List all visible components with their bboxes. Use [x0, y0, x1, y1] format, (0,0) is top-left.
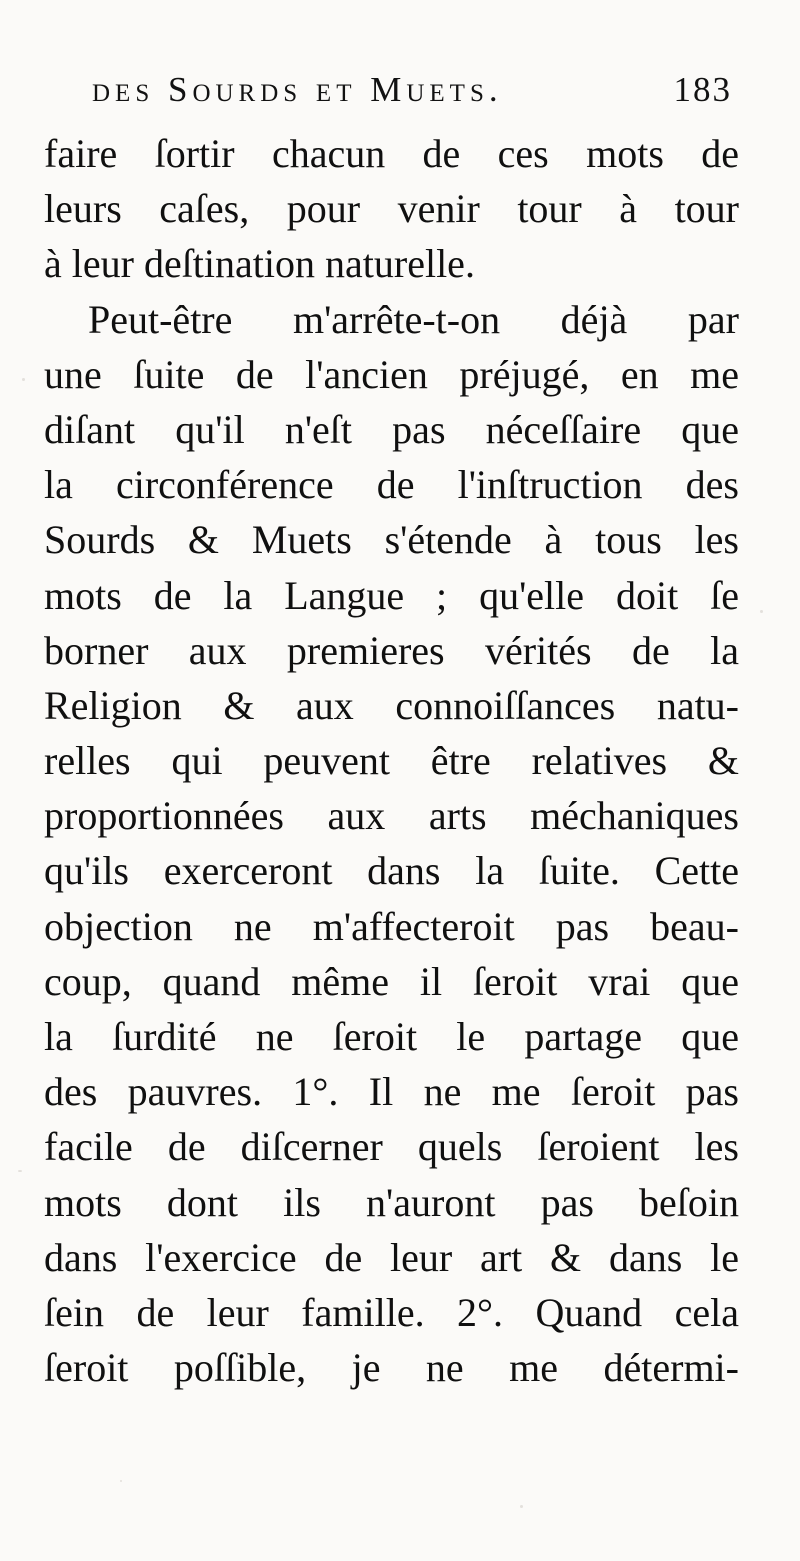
text-line: relles qui peuvent être relatives &: [44, 738, 739, 784]
paper-speck: [520, 1505, 523, 1508]
text-line: dans l'exercice de leur art & dans le: [44, 1234, 739, 1280]
text-line: coup, quand même il ſeroit vrai que: [44, 958, 739, 1004]
paper-speck: [760, 610, 763, 613]
text-line: diſant qu'il n'eſt pas néceſſaire que: [44, 406, 739, 452]
running-header: [82, 70, 742, 122]
text-line: faire ſortir chacun de ces mots de: [44, 131, 739, 176]
paragraph-first-line: Peut-être m'arrête-t-on déjà par: [88, 296, 739, 342]
text-line: mots dont ils n'auront pas beſoin: [44, 1179, 739, 1225]
text-line: borner aux premieres vérités de la: [44, 627, 739, 673]
text-line: la ſurdité ne ſeroit le partage que: [44, 1014, 739, 1059]
text-line: à leur deſtination naturelle.: [44, 241, 475, 287]
body-text: [44, 126, 739, 1395]
text-line: ſein de leur famille. 2°. Quand cela: [44, 1289, 739, 1335]
text-line: facile de diſcerner quels ſeroient les: [44, 1124, 739, 1170]
text-line: Sourds & Muets s'étende à tous les: [44, 517, 739, 563]
paper-speck: [22, 378, 25, 381]
paper-speck: [120, 1480, 122, 1482]
paper-speck: [18, 1170, 22, 1172]
page-number: 183: [673, 70, 732, 109]
running-title: des Sourds et Muets.: [92, 70, 503, 109]
text-line: proportionnées aux arts méchaniques: [44, 793, 739, 839]
text-line: la circonférence de l'inſtruction des: [44, 462, 739, 508]
text-line: ſeroit poſſible, je ne me détermi-: [44, 1345, 739, 1391]
text-line: Religion & aux connoiſſances natu-: [44, 682, 739, 728]
text-line: une ſuite de l'ancien préjugé, en me: [44, 351, 739, 397]
text-line: des pauvres. 1°. Il ne me ſeroit pas: [44, 1069, 739, 1115]
text-line: qu'ils exerceront dans la ſuite. Cette: [44, 848, 739, 894]
text-line: objection ne m'affecteroit pas beau-: [44, 903, 739, 949]
text-line: leurs caſes, pour venir tour à tour: [44, 186, 739, 232]
text-line: mots de la Langue ; qu'elle doit ſe: [44, 572, 739, 618]
